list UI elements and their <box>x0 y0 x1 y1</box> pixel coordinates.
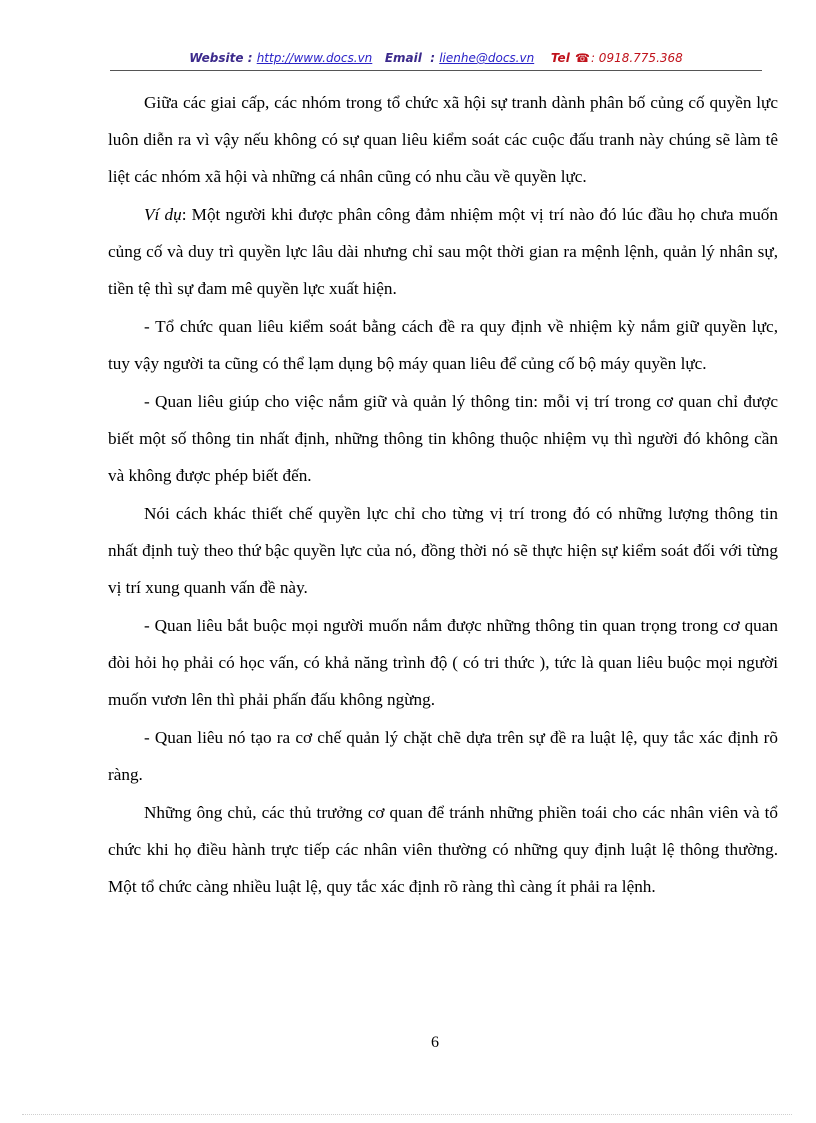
email-link[interactable]: lienhe@docs.vn <box>439 51 535 65</box>
example-label: Ví dụ <box>144 205 182 224</box>
footer-divider <box>22 1114 792 1115</box>
document-body <box>108 84 778 905</box>
website-link[interactable]: http://www.docs.vn <box>256 51 373 65</box>
paragraph-1: Giữa các giai cấp, các nhóm trong tổ chức xã hội sự tranh dành phân bố củng cố quyền lực luôn diễn ra vì vậy nếu không có sự quan liêu kiểm soát các cuộc đấu tranh này chúng sẽ làm tê liệt các nhóm xã hội và những cá nhân cũng có nhu cầu về quyền lực. <box>108 93 778 186</box>
paragraph-4: - Quan liêu giúp cho việc nắm giữ và quản lý thông tin: mỗi vị trí trong cơ quan chỉ được biết một số thông tin nhất định, những thông tin không thuộc nhiệm vụ thì người đó không cần và không được phép biết đến. <box>108 392 778 485</box>
paragraph-7: - Quan liêu nó tạo ra cơ chế quản lý chặt chẽ dựa trên sự đề ra luật lệ, quy tắc xác định rõ ràng. <box>108 728 778 784</box>
paragraph-2 <box>108 196 778 307</box>
website-label: Website : <box>189 51 253 65</box>
telephone-icon: ☎ <box>575 51 590 65</box>
phone-number: : 0918.775.368 <box>590 51 683 65</box>
paragraph-5: Nói cách khác thiết chế quyền lực chỉ cho từng vị trí trong đó có những lượng thông tin nhất định tuỳ theo thứ bậc quyền lực của nó, đồng thời nó sẽ thực hiện sự kiểm soát đối với từng vị trí xung quanh vấn đề này. <box>108 504 778 597</box>
paragraph-6: - Quan liêu bắt buộc mọi người muốn nắm được những thông tin quan trọng trong cơ quan đòi hỏi họ phải có học vấn, có khả năng trình độ ( có tri thức ), tức là quan liêu buộc mọi người muốn vươn lên thì phải phấn đấu không ngừng. <box>108 616 778 709</box>
page-number: 6 <box>431 1034 439 1051</box>
page-header <box>110 51 762 71</box>
header-divider <box>110 70 762 71</box>
email-label: Email <box>384 51 422 65</box>
paragraph-3: - Tổ chức quan liêu kiểm soát bằng cách đề ra quy định về nhiệm kỳ nắm giữ quyền lực, tuy vậy người ta cũng có thể lạm dụng bộ máy quan liêu để củng cố bộ máy quyền lực. <box>108 317 778 373</box>
tel-label: Tel <box>550 51 570 65</box>
email-separator: : <box>430 51 436 65</box>
example-text: : Một người khi được phân công đảm nhiệm một vị trí nào đó lúc đầu họ chưa muốn củng cố và duy trì quyền lực lâu dài nhưng chỉ sau một thời gian ra mệnh lệnh, quản lý nhân sự, tiền tệ thì sự đam mê quyền lực xuất hiện. <box>108 205 778 298</box>
paragraph-8: Những ông chủ, các thủ trưởng cơ quan để tránh những phiền toái cho các nhân viên và tổ chức khi họ điều hành trực tiếp các nhân viên thường có những quy định luật lệ thông thường. Một tổ chức càng nhiều luật lệ, quy tắc xác định rõ ràng thì càng ít phải ra lệnh. <box>108 803 778 896</box>
